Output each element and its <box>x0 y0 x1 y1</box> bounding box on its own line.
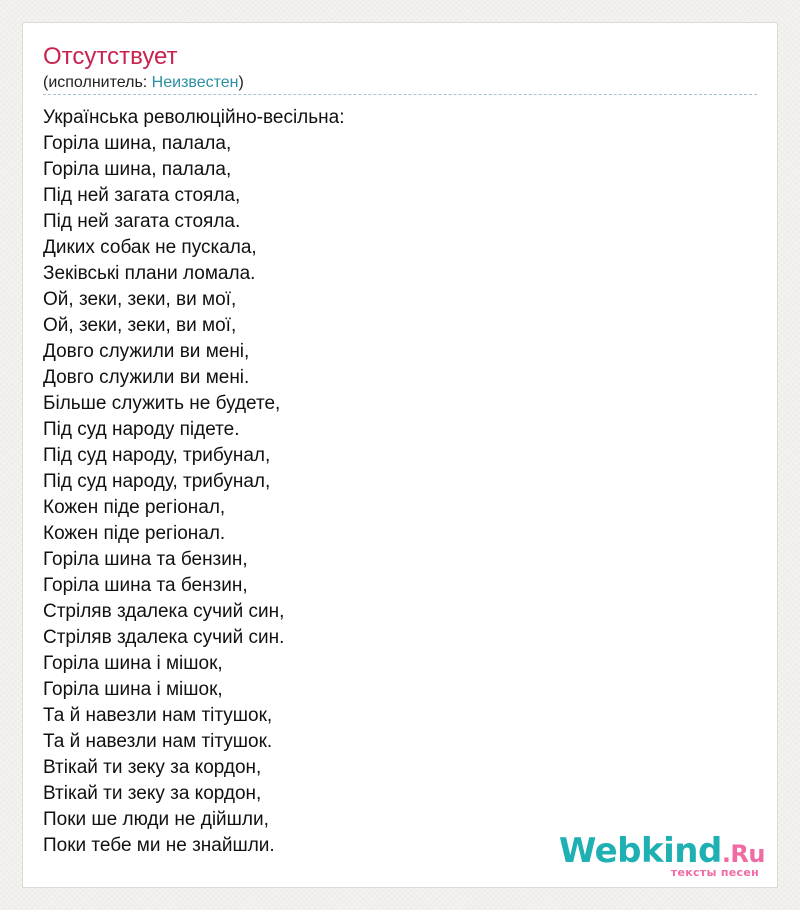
lyric-line: Горіла шина, палала, <box>43 133 232 154</box>
artist-link[interactable]: Неизвестен <box>151 74 239 91</box>
lyric-line: Стріляв здалека сучий син, <box>43 601 285 622</box>
lyric-line: Під ней загата стояла. <box>43 211 241 232</box>
lyric-line: Поки тебе ми не знайшли. <box>43 835 275 856</box>
logo-word: Webkind <box>558 831 722 871</box>
lyric-line: Горіла шина та бензин, <box>43 549 248 570</box>
lyric-line: Стріляв здалека сучий син. <box>43 627 285 648</box>
artist-line <box>43 73 244 93</box>
lyrics-card <box>22 22 778 888</box>
logo-tld: .Ru <box>721 840 765 868</box>
lyric-line: Кожен піде регіонал, <box>43 497 226 518</box>
artist-suffix: ) <box>238 74 244 91</box>
lyric-line: Втікай ти зеку за кордон, <box>43 783 262 804</box>
lyric-line: Під суд народу, трибунал, <box>43 445 271 466</box>
site-logo[interactable] <box>558 831 765 881</box>
lyric-line: Українська революційно-весільна: <box>43 107 345 128</box>
lyric-line: Довго служили ви мені. <box>43 367 250 388</box>
artist-prefix: (исполнитель: <box>43 74 152 91</box>
lyrics-text <box>43 105 345 859</box>
lyric-line: Ой, зеки, зеки, ви мої, <box>43 289 237 310</box>
lyric-line: Горіла шина та бензин, <box>43 575 248 596</box>
lyric-line: Горіла шина і мішок, <box>43 653 223 674</box>
logo-tagline: тексты песен <box>670 866 759 879</box>
lyric-line: Ой, зеки, зеки, ви мої, <box>43 315 237 336</box>
lyric-line: Зеківські плани ломала. <box>43 263 256 284</box>
lyric-line: Кожен піде регіонал. <box>43 523 226 544</box>
lyric-line: Під суд народу підете. <box>43 419 240 440</box>
lyric-line: Втікай ти зеку за кордон, <box>43 757 262 778</box>
song-title: Отсутствует <box>43 43 178 70</box>
lyric-line: Горіла шина і мішок, <box>43 679 223 700</box>
lyric-line: Поки ше люди не дійшли, <box>43 809 269 830</box>
lyric-line: Горіла шина, палала, <box>43 159 232 180</box>
title-divider <box>43 94 757 95</box>
lyric-line: Довго служили ви мені, <box>43 341 250 362</box>
lyric-line: Під суд народу, трибунал, <box>43 471 271 492</box>
lyric-line: Та й навезли нам тітушок. <box>43 731 273 752</box>
lyric-line: Та й навезли нам тітушок, <box>43 705 273 726</box>
lyric-line: Більше служить не будете, <box>43 393 281 414</box>
lyric-line: Під ней загата стояла, <box>43 185 241 206</box>
lyric-line: Диких собак не пускала, <box>43 237 257 258</box>
